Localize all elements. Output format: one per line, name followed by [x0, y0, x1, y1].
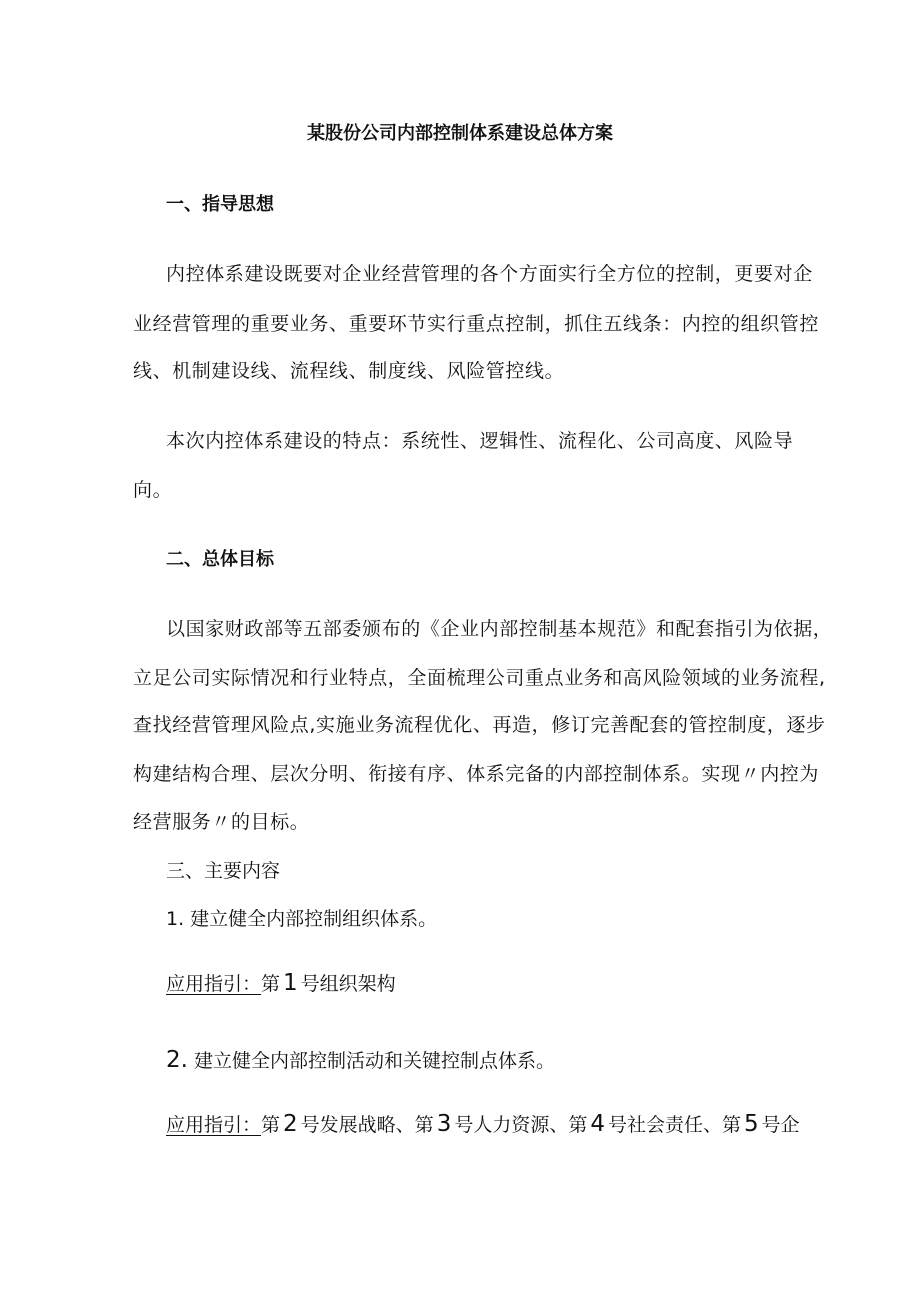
document-title: 某股份公司内部控制体系建设总体方案	[307, 123, 613, 144]
guide-text: 号企	[761, 1114, 800, 1136]
item-2-text	[166, 1048, 555, 1073]
guide-number: 4	[590, 1111, 605, 1137]
guide-number: 3	[436, 1111, 452, 1137]
guide-text: 第	[261, 973, 281, 995]
paragraph-line: 业经营管理的重要业务、重要环节实行重点控制，抓住五线条：内控的组织管控	[133, 313, 820, 335]
item-number: 2.	[166, 1047, 188, 1073]
section-2-heading: 二、总体目标	[166, 549, 274, 570]
guide-text: 号发展战略、第	[300, 1114, 434, 1136]
guide-label: 应用指引：	[166, 1114, 262, 1136]
paragraph-line: 线、机制建设线、流程线、制度线、风险管控线。	[133, 360, 565, 382]
guide-number: 2	[283, 1111, 298, 1137]
paragraph-line: 向。	[133, 479, 173, 501]
guide-text: 第	[261, 1114, 281, 1136]
item-1-text: 1. 建立健全内部控制组织体系。	[166, 908, 438, 930]
section-3-heading: 三、主要内容	[166, 860, 281, 882]
guide-text: 号组织架构	[300, 973, 396, 995]
guide-label: 应用指引：	[166, 973, 262, 995]
item-1-guide	[166, 971, 396, 996]
item-text: 建立健全内部控制活动和关键控制点体系。	[194, 1050, 556, 1072]
paragraph-line: 以国家财政部等五部委颁布的《企业内部控制基本规范》和配套指引为依据，	[166, 618, 833, 640]
paragraph-line: 立足公司实际情况和行业特点，全面梳理公司重点业务和高风险领域的业务流程,	[133, 667, 826, 689]
paragraph-line: 本次内控体系建设的特点：系统性、逻辑性、流程化、公司高度、风险导	[166, 430, 794, 452]
section-1-heading: 一、指导思想	[166, 194, 274, 215]
guide-number: 5	[744, 1111, 759, 1137]
item-2-guide	[166, 1112, 800, 1137]
guide-number: 1	[283, 970, 298, 996]
guide-text: 号人力资源、第	[454, 1114, 588, 1136]
paragraph-line: 查找经营管理风险点,实施业务流程优化、再造，修订完善配套的管控制度，逐步	[133, 714, 826, 736]
paragraph-line: 内控体系建设既要对企业经营管理的各个方面实行全方位的控制，更要对企	[166, 263, 813, 285]
guide-text: 号社会责任、第	[607, 1114, 741, 1136]
paragraph-line: 经营服务〃的目标。	[133, 811, 310, 833]
paragraph-line: 构建结构合理、层次分明、衔接有序、体系完备的内部控制体系。实现〃内控为	[133, 763, 820, 785]
